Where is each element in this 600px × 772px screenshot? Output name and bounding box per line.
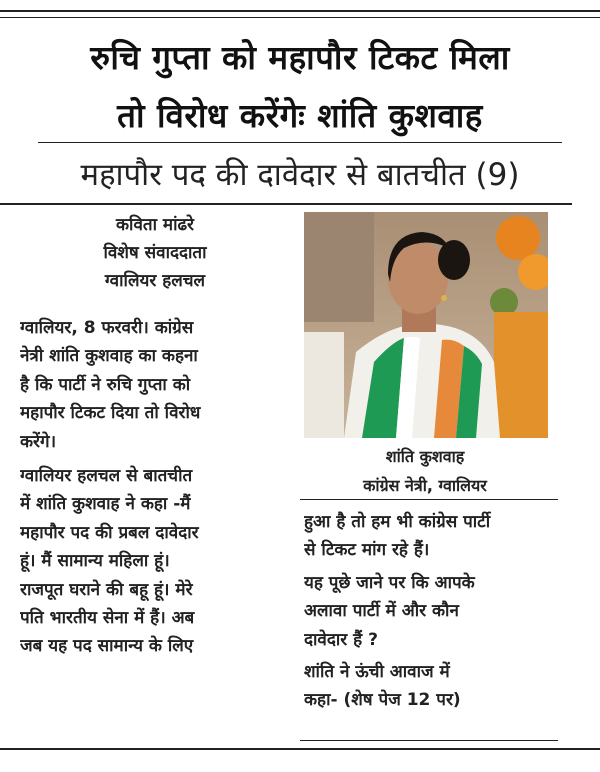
body-line: हूं। मैं सामान्य महिला हूं।: [20, 551, 170, 572]
body-line: करेंगे।: [20, 431, 57, 452]
body-line: नेत्री शांति कुशवाह का कहना: [20, 346, 198, 367]
body-line: शांति ने ऊंची आवाज में: [304, 662, 450, 683]
body-line: दावेदार हैं ?: [304, 629, 378, 650]
byline-role: विशेष संवाददाता: [103, 243, 207, 263]
body-line: है कि पार्टी ने रुचि गुप्ता को: [20, 374, 191, 395]
photo-caption-name: शांति कुशवाह: [385, 447, 465, 466]
headline-line-2: तो विरोध करेंगेः शांति कुशवाह: [117, 96, 483, 135]
body-line: से टिकट मांग रहे हैं।: [304, 540, 430, 561]
top-rule: [0, 10, 600, 12]
headline-underline: [38, 142, 562, 143]
body-line: हुआ है तो हम भी कांग्रेस पार्टी: [304, 512, 491, 532]
byline-paper: ग्वालियर हलचल: [104, 271, 206, 291]
body-line: पति भारतीय सेना में हैं। अब: [20, 608, 195, 629]
body-line: में शांति कुशवाह ने कहा -मैं: [20, 494, 191, 515]
subheadline: महापौर पद की दावेदार से बातचीत (9): [80, 157, 520, 193]
body-line: यह पूछे जाने पर कि आपके: [304, 572, 475, 593]
top-rule-thin: [0, 17, 600, 18]
body-line: अलावा पार्टी में और कौन: [304, 601, 459, 622]
body-line: राजपूत घराने की बहू हूं। मेरे: [20, 579, 193, 600]
body-line: महापौर पद की प्रबल दावेदार: [20, 522, 199, 543]
caption-underline: [300, 499, 558, 500]
byline-name: कविता मांढरे: [115, 215, 194, 235]
subheadline-underline: [0, 203, 572, 205]
body-line: ग्वालियर, 8 फरवरी। कांग्रेस: [20, 318, 194, 338]
body-line: कहा- (शेष पेज 12 पर): [304, 690, 461, 711]
photo-caption-title: कांग्रेस नेत्री, ग्वालियर: [363, 476, 487, 495]
portrait-photo: [304, 212, 548, 438]
body-line: महापौर टिकट दिया तो विरोध: [20, 403, 201, 424]
right-column-bottom-rule: [300, 740, 558, 741]
body-line: ग्वालियर हलचल से बातचीत: [20, 466, 193, 487]
body-line: जब यह पद सामान्य के लिए: [20, 636, 194, 657]
left-column: [20, 314, 290, 661]
right-column: [304, 508, 556, 715]
bottom-rule: [0, 748, 600, 750]
headline-line-1: रुचि गुप्ता को महापौर टिकट मिला: [90, 38, 510, 77]
